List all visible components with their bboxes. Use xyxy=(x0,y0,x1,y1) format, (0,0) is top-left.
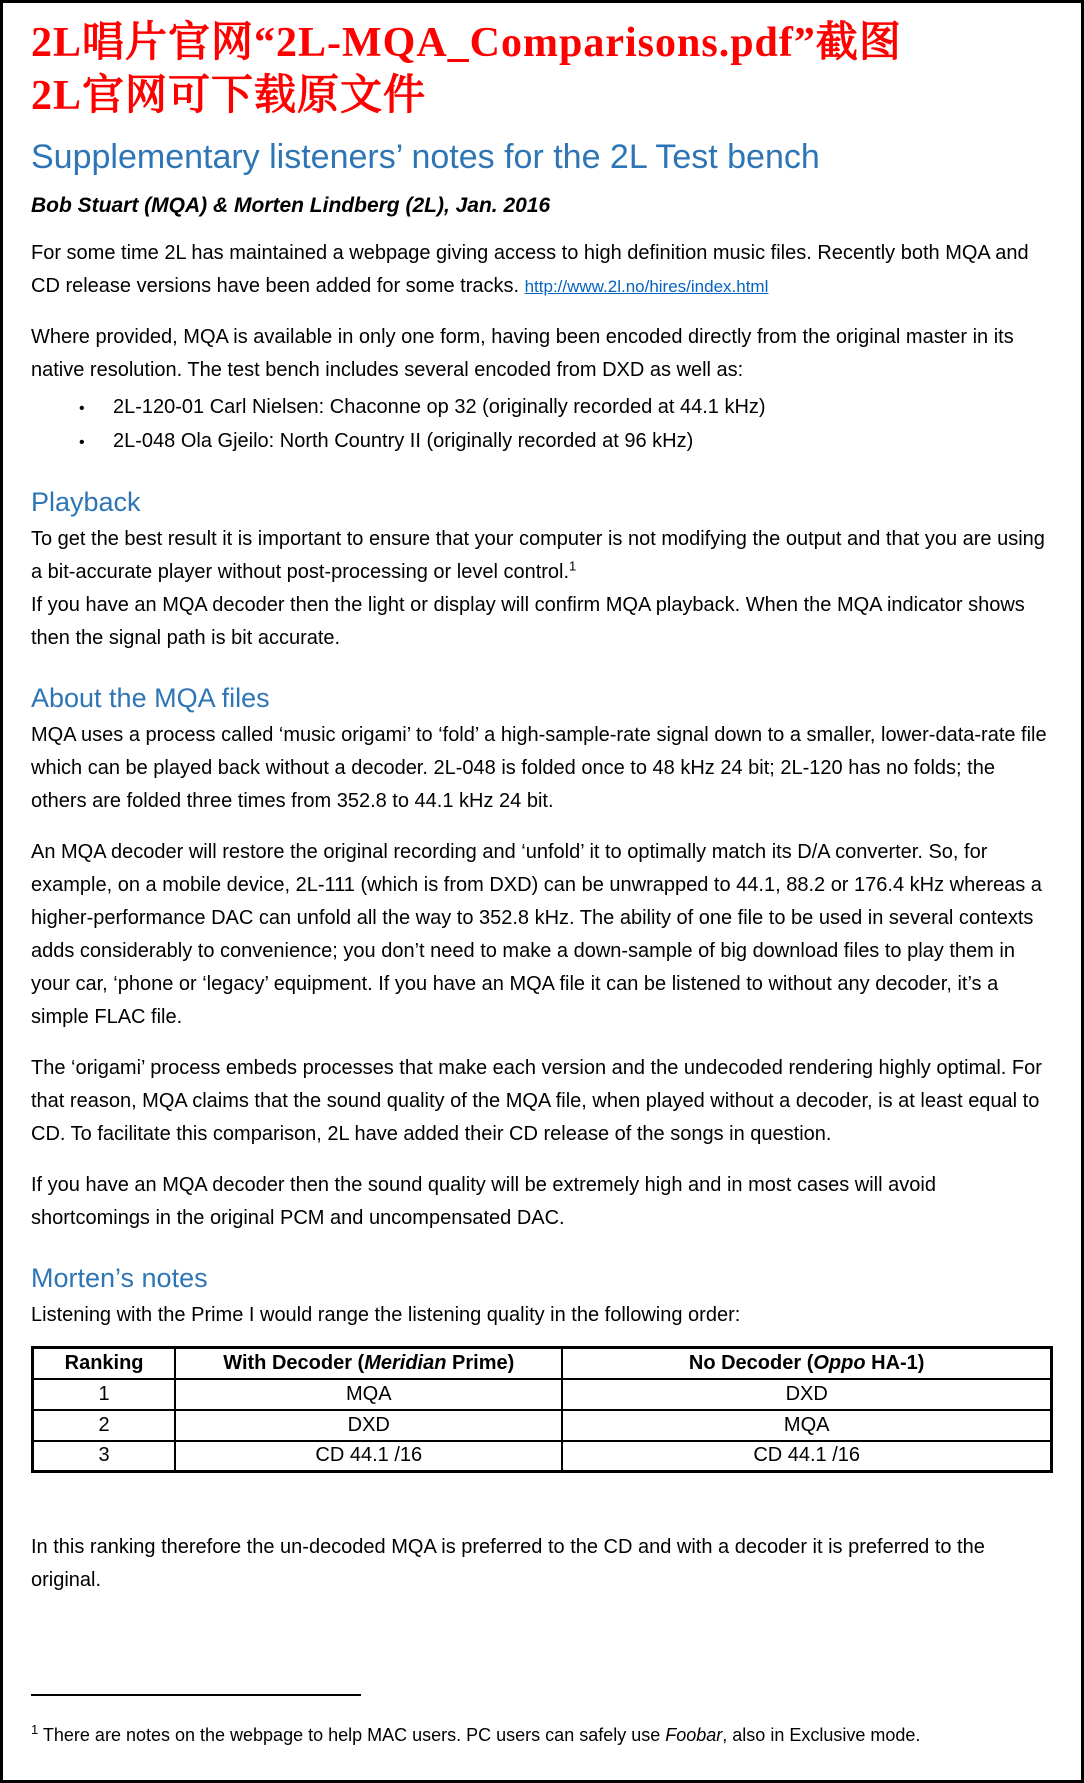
with-decoder-cell: DXD xyxy=(175,1410,562,1441)
list-item xyxy=(79,391,1053,425)
no-decoder-column-header xyxy=(562,1348,1051,1379)
no-decoder-header-text: No Decoder ( xyxy=(688,1351,814,1374)
footnote-body-suffix: , also in Exclusive mode. xyxy=(722,1725,921,1745)
footnote-text xyxy=(31,1722,1041,1748)
mortens-notes-heading: Morten’s notes xyxy=(31,1263,208,1293)
byline: Bob Stuart (MQA) & Morten Lindberg (2L), Jan. 2016 xyxy=(31,194,551,217)
foobar-app-name: Foobar xyxy=(665,1725,723,1745)
with-decoder-column-header xyxy=(175,1348,562,1379)
table-row xyxy=(33,1379,1052,1410)
bullet-icon: • xyxy=(79,434,85,451)
track-item-label: 2L-120-01 Carl Nielsen: Chaconne op 32 (originally recorded at 44.1 kHz) xyxy=(113,396,766,418)
about-paragraph-2: An MQA decoder will restore the original recording and ‘unfold’ it to optimally match its D/A converter. So, for example, on a mobile device, 2L-111 (which is from DXD) can be unwrapped to 44.1, 88.2 or 176.4 kHz whereas a higher-performance DAC can unfold all the way to 352.8 kHz. The ability of one file to be used in several contexts adds considerably to convenience; you don’t need to make a down-sample of big download files to play them in your car, ‘phone or ‘legacy’ equipment. If you have an MQA file it can be listened to without any decoder, it’s a simple FLAC file. xyxy=(31,841,1042,1028)
ranking-intro-paragraph: Listening with the Prime I would range the listening quality in the following order: xyxy=(31,1304,741,1326)
cjk-annotation-line-1: 2L唱片官网“2L-MQA_Comparisons.pdf”截图 xyxy=(31,20,902,66)
playback-heading: Playback xyxy=(31,487,141,517)
no-decoder-header-suffix: HA-1) xyxy=(865,1351,925,1374)
no-decoder-cell: DXD xyxy=(562,1379,1051,1410)
intro-paragraph xyxy=(31,237,1053,303)
ranking-column-header: Ranking xyxy=(33,1348,176,1379)
about-mqa-heading: About the MQA files xyxy=(31,683,270,713)
table-row xyxy=(33,1410,1052,1441)
meridian-brand-text: Meridian xyxy=(364,1351,447,1374)
intro-paragraph-text: For some time 2L has maintained a webpage giving access to high definition music files. Recently both MQA and CD release versions have been added for some tracks. xyxy=(31,242,1029,297)
hires-index-link[interactable]: http://www.2l.no/hires/index.html xyxy=(524,277,769,296)
ranking-cell: 3 xyxy=(33,1441,176,1472)
playback-line-1: To get the best result it is important to ensure that your computer is not modifying the output and that you are using a bit-accurate player without post-processing or level control. xyxy=(31,528,1045,583)
with-decoder-header-text: With Decoder ( xyxy=(223,1351,365,1374)
about-paragraph-3: The ‘origami’ process embeds processes that make each version and the undecoded rendering highly optimal. For that reason, MQA claims that the sound quality of the MQA file, when played without a decoder, is at least equal to CD. To facilitate this comparison, 2L have added their CD release of the songs in question. xyxy=(31,1057,1042,1145)
cjk-annotation-line-2: 2L官网可下载原文件 xyxy=(31,73,427,119)
footnote-ref-1: 1 xyxy=(569,558,577,574)
footnote-area xyxy=(31,1694,1041,1748)
playback-paragraph-2: If you have an MQA decoder then the light or display will confirm MQA playback. When the MQA indicator shows then the signal path is bit accurate. xyxy=(31,594,1025,649)
playback-paragraph xyxy=(31,523,1053,589)
ranking-cell: 1 xyxy=(33,1379,176,1410)
track-list xyxy=(31,391,1053,459)
ranking-cell: 2 xyxy=(33,1410,176,1441)
page-title: Supplementary listeners’ notes for the 2L Test bench xyxy=(31,138,820,176)
oppo-brand-text: Oppo xyxy=(813,1351,866,1374)
conclusion-paragraph: In this ranking therefore the un-decoded MQA is preferred to the CD and with a decoder it is preferred to the original. xyxy=(31,1536,985,1591)
where-provided-paragraph: Where provided, MQA is available in only one form, having been encoded directly from the original master in its native resolution. The test bench includes several encoded from DXD as well as: xyxy=(31,326,1014,381)
with-decoder-cell: MQA xyxy=(175,1379,562,1410)
ranking-table xyxy=(31,1346,1053,1473)
bullet-icon: • xyxy=(79,400,85,417)
footnote-divider xyxy=(31,1694,361,1696)
table-header-row xyxy=(33,1348,1052,1379)
about-paragraph-4: If you have an MQA decoder then the sound quality will be extremely high and in most cases will avoid shortcomings in the original PCM and uncompensated DAC. xyxy=(31,1174,936,1229)
no-decoder-cell: CD 44.1 /16 xyxy=(562,1441,1051,1472)
track-item-label: 2L-048 Ola Gjeilo: North Country II (originally recorded at 96 kHz) xyxy=(113,430,694,452)
with-decoder-cell: CD 44.1 /16 xyxy=(175,1441,562,1472)
footnote-number: 1 xyxy=(31,1722,39,1737)
list-item xyxy=(79,425,1053,459)
table-row xyxy=(33,1441,1052,1472)
cjk-annotation xyxy=(31,17,1053,123)
footnote-body-text: There are notes on the webpage to help MAC users. PC users can safely use xyxy=(38,1725,666,1745)
about-paragraph-1: MQA uses a process called ‘music origami’ to ‘fold’ a high-sample-rate signal down to a smaller, lower-data-rate file which can be played back without a decoder. 2L-048 is folded once to 48 kHz 24 bit; 2L-120 has no folds; the others are folded three times from 352.8 to 44.1 kHz 24 bit. xyxy=(31,724,1047,812)
no-decoder-cell: MQA xyxy=(562,1410,1051,1441)
with-decoder-header-suffix: Prime) xyxy=(446,1351,515,1374)
